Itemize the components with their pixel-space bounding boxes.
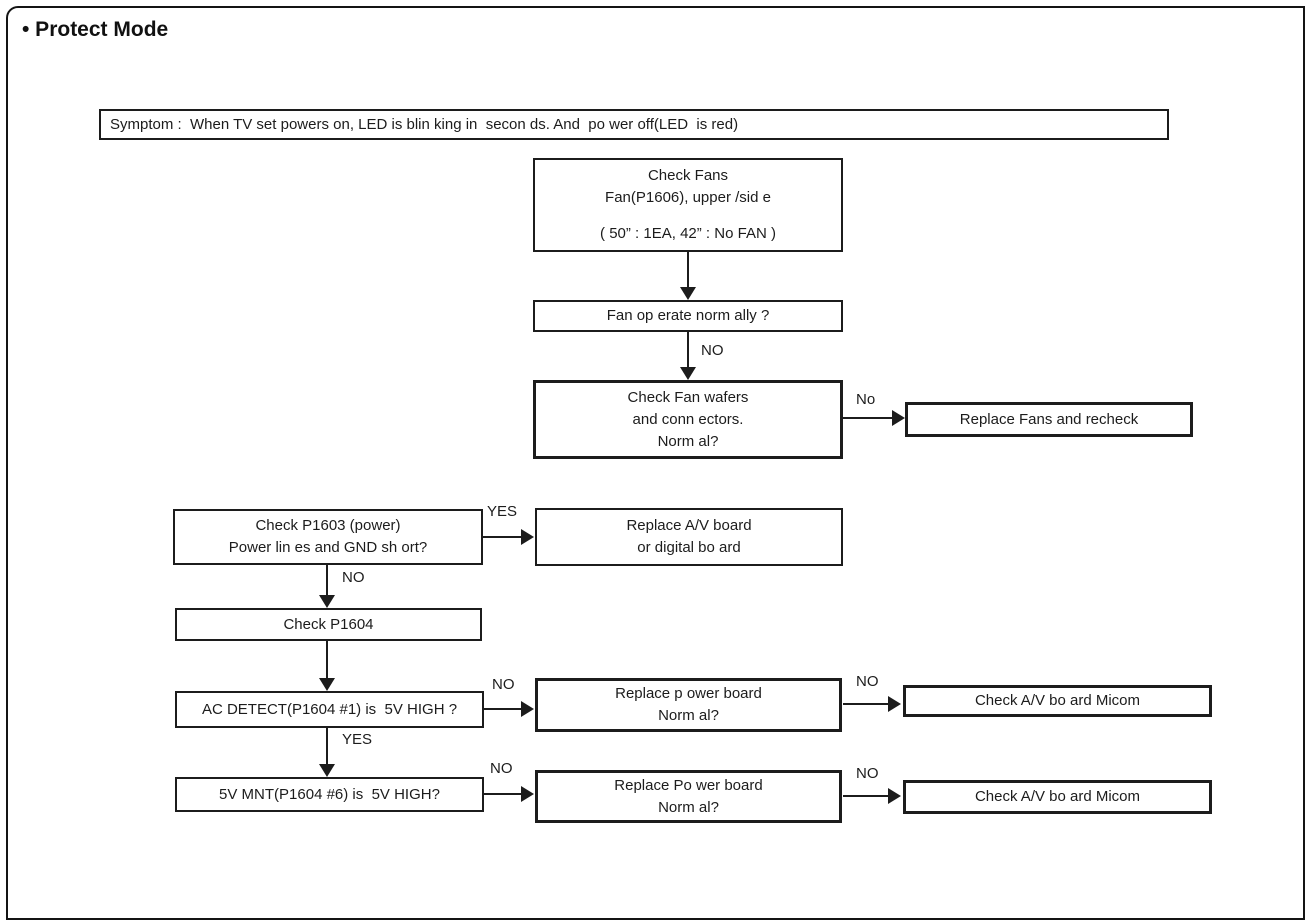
flow-node-check-micom-1	[903, 685, 1212, 717]
edge-label-mnt-no: NO	[490, 760, 513, 777]
arrowhead-right-icon	[521, 786, 534, 802]
connector-mnt-to-replace-power2	[484, 793, 521, 795]
connector-power2-to-micom2	[843, 795, 888, 797]
arrowhead-down-icon	[680, 287, 696, 300]
flow-node-check-p1603	[173, 509, 483, 565]
symptom-banner	[99, 109, 1169, 140]
edge-label-ac-no: NO	[492, 676, 515, 693]
arrowhead-down-icon	[319, 764, 335, 777]
arrowhead-right-icon	[521, 529, 534, 545]
node-text: 5V MNT(P1604 #6) is 5V HIGH?	[219, 785, 440, 803]
connector-p1603-to-p1604	[326, 565, 328, 596]
page-title: • Protect Mode	[22, 18, 169, 41]
node-text: Power lin es and GND sh ort?	[228, 539, 428, 556]
connector-power1-to-micom1	[843, 703, 888, 705]
edge-label-p1603-yes: YES	[487, 503, 518, 520]
node-text: Norm al?	[657, 432, 719, 450]
node-text: Replace A/V board	[626, 517, 752, 534]
flow-node-fan-wafers	[533, 380, 843, 459]
connector-p1603-to-replace-av	[483, 536, 521, 538]
node-text: Norm al?	[658, 798, 719, 816]
arrowhead-right-icon	[521, 701, 534, 717]
node-text: Replace Fans and recheck	[959, 410, 1139, 428]
node-text: Check P1604	[283, 615, 374, 633]
node-text: ( 50” : 1EA, 42” : No FAN )	[600, 225, 776, 242]
edge-label-power1-no: NO	[856, 673, 879, 690]
flow-node-fan-operate	[533, 300, 843, 332]
node-text: Fan op erate norm ally ?	[606, 307, 770, 324]
node-text: Check Fans	[647, 167, 729, 184]
arrowhead-right-icon	[888, 788, 901, 804]
node-text: Check A/V bo ard Micom	[974, 692, 1141, 709]
arrowhead-right-icon	[892, 410, 905, 426]
edge-label-fan-no: NO	[701, 342, 724, 359]
node-text: Replace Po wer board	[614, 776, 763, 794]
flow-node-check-micom-2	[903, 780, 1212, 814]
node-text: AC DETECT(P1604 #1) is 5V HIGH ?	[201, 700, 458, 718]
node-text: Fan(P1606), upper /sid e	[605, 189, 771, 206]
flow-node-check-p1604	[175, 608, 482, 641]
arrowhead-down-icon	[680, 367, 696, 380]
connector-ac-to-5vmnt	[326, 728, 328, 765]
edge-label-p1603-no: NO	[342, 569, 365, 586]
node-text: Check A/V bo ard Micom	[974, 788, 1141, 805]
edge-label-power2-no: NO	[856, 765, 879, 782]
connector-wafers-to-replace-fans	[843, 417, 892, 419]
arrowhead-down-icon	[319, 678, 335, 691]
flow-node-ac-detect	[175, 691, 484, 728]
flow-node-check-fans	[533, 158, 843, 252]
edge-label-ac-yes: YES	[342, 731, 373, 748]
flow-node-5v-mnt	[175, 777, 484, 812]
connector-ac-to-replace-power1	[484, 708, 521, 710]
arrowhead-right-icon	[888, 696, 901, 712]
edge-label-wafers-no: No	[856, 391, 876, 408]
flow-node-replace-av-board	[535, 508, 843, 566]
node-text: Check Fan wafers	[627, 388, 749, 406]
flow-node-replace-fans	[905, 402, 1193, 437]
node-text: Norm al?	[658, 707, 719, 724]
connector-operate-to-wafers	[687, 332, 689, 367]
node-text: Check P1603 (power)	[255, 517, 401, 534]
node-text: Replace p ower board	[615, 685, 762, 702]
arrowhead-down-icon	[319, 595, 335, 608]
flow-node-replace-power-board-1	[535, 678, 842, 732]
node-text: or digital bo ard	[637, 539, 741, 556]
node-text: and conn ectors.	[632, 410, 744, 428]
symptom-text: Symptom : When TV set powers on, LED is blin king in secon ds. And po wer off(LED is red)	[110, 115, 739, 133]
connector-fans-to-operate	[687, 252, 689, 288]
flow-node-replace-power-board-2	[535, 770, 842, 823]
connector-p1604-to-ac-detect	[326, 641, 328, 678]
